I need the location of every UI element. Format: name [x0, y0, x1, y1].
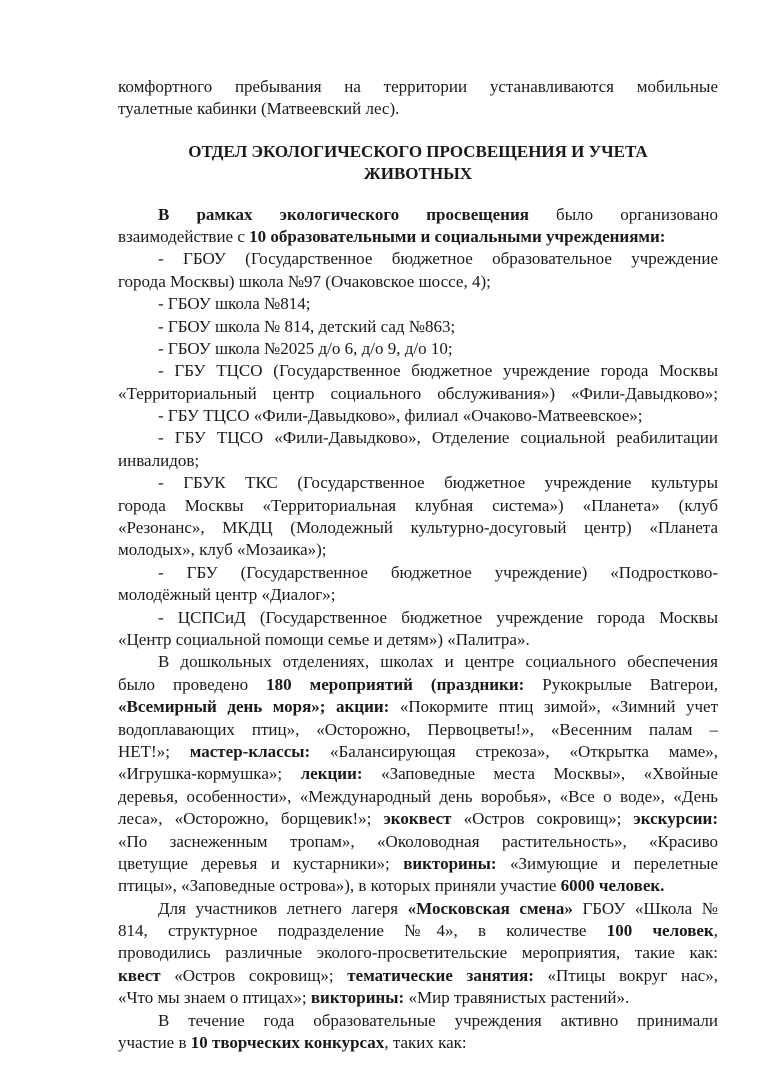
list-item: города Москвы) школа №97 (Очаковское шоссе, 4);	[118, 271, 491, 291]
text-line: туалетные кабинки (Матвеевский лес).	[118, 99, 400, 119]
text-line: квест «Остров сокровищ»; тематические занятия: «Птицы вокруг нас»,	[118, 965, 718, 985]
list-item: - ГБУ (Государственное бюджетное учреждение) «Подростково-	[158, 562, 718, 582]
list-item: инвалидов;	[118, 450, 200, 470]
paragraph-contests	[118, 1010, 718, 1055]
text-line: проводились различные эколого-просветительские мероприятия, такие как:	[118, 943, 718, 963]
institution-list	[118, 248, 718, 651]
paragraph-cooperation	[118, 204, 718, 249]
list-item: - ГБОУ школа №814;	[158, 294, 311, 314]
heading-line: ЖИВОТНЫХ	[363, 164, 473, 184]
paragraph-events	[118, 651, 718, 897]
text-line: водоплавающих птиц», «Осторожно, Первоцветы!», «Весенним палам –	[118, 719, 718, 739]
text-line: «Что мы знаем о птицах»; викторины: «Мир травянистых растений».	[118, 988, 630, 1008]
section-heading	[118, 141, 718, 186]
text-line: деревья, особенности», «Международный день воробья», «Все о воде», «День	[118, 786, 718, 806]
list-item: «Территориальный центр социального обслуживания») «Фили-Давыдково»;	[118, 383, 718, 403]
text-line: было проведено 180 мероприятий (праздники: Рукокрылые Batгерои,	[118, 674, 718, 694]
paragraph-summer-camp	[118, 898, 718, 1010]
text-line: взаимодействие с 10 образовательными и социальными учреждениями:	[118, 226, 666, 246]
list-item: - ГБОУ школа №2025 д/о 6, д/о 9, д/о 10;	[158, 338, 453, 358]
text-line: цветущие деревья и кустарники»; викторины: «Зимующие и перелетные	[118, 853, 718, 873]
text-line: Для участников летнего лагеря «Московская смена» ГБОУ «Школа №	[158, 898, 718, 918]
text-line: 814, структурное подразделение №4», в количестве 100 человек,	[118, 921, 718, 941]
list-item: - ГБУ ТЦСО «Фили-Давыдково», Отделение социальной реабилитации	[158, 428, 718, 448]
text-line: «Всемирный день моря»; акции: «Покормите птиц зимой», «Зимний учет	[118, 697, 718, 717]
list-item: «Центр социальной помощи семье и детям») «Палитра».	[118, 629, 530, 649]
intro-paragraph	[118, 76, 718, 121]
list-item: молодёжный центр «Диалог»;	[118, 585, 336, 605]
list-item: молодых», клуб «Мозаика»);	[118, 540, 327, 560]
list-item: - ГБУ ТЦСО (Государственное бюджетное учреждение города Москвы	[158, 361, 718, 381]
list-item: «Резонанс», МКДЦ (Молодежный культурно-досуговый центр) «Планета	[118, 518, 718, 538]
list-item: - ГБОУ школа № 814, детский сад №863;	[158, 316, 456, 336]
text-line: В течение года образовательные учреждения активно принимали	[158, 1010, 718, 1030]
text-line: леса», «Осторожно, борщевик!»; экоквест «Остров сокровищ»; экскурсии:	[118, 809, 718, 829]
list-item: - ГБУК ТКС (Государственное бюджетное учреждение культуры	[158, 473, 718, 493]
list-item: города Москвы «Территориальная клубная система») «Планета» (клуб	[118, 495, 718, 515]
text-line: птицы», «Заповедные острова»), в которых приняли участие 6000 человек.	[118, 876, 665, 896]
list-item: - ГБУ ТЦСО «Фили-Давыдково», филиал «Очаково-Матвеевское»;	[158, 406, 643, 426]
text-line: «Игрушка-кормушка»; лекции: «Заповедные места Москвы», «Хвойные	[118, 764, 718, 784]
list-item: - ГБОУ (Государственное бюджетное образовательное учреждение	[158, 249, 718, 269]
text-line: В рамках экологического просвещения было организовано	[158, 204, 718, 224]
text-line: НЕТ!»; мастер-классы: «Балансирующая стрекоза», «Открытка маме»,	[118, 741, 718, 761]
text-line: комфортного пребывания на территории устанавливаются мобильные	[118, 77, 718, 96]
list-item: - ЦСПСиД (Государственное бюджетное учреждение города Москвы	[158, 607, 718, 627]
text-line: В дошкольных отделениях, школах и центре социального обеспечения	[158, 652, 718, 672]
heading-line: ОТДЕЛ ЭКОЛОГИЧЕСКОГО ПРОСВЕЩЕНИЯ И УЧЕТА	[188, 141, 648, 161]
text-line: «По заснеженным тропам», «Околоводная растительность», «Красиво	[118, 831, 718, 851]
text-line: участие в 10 творческих конкурсах, таких как:	[118, 1033, 467, 1053]
